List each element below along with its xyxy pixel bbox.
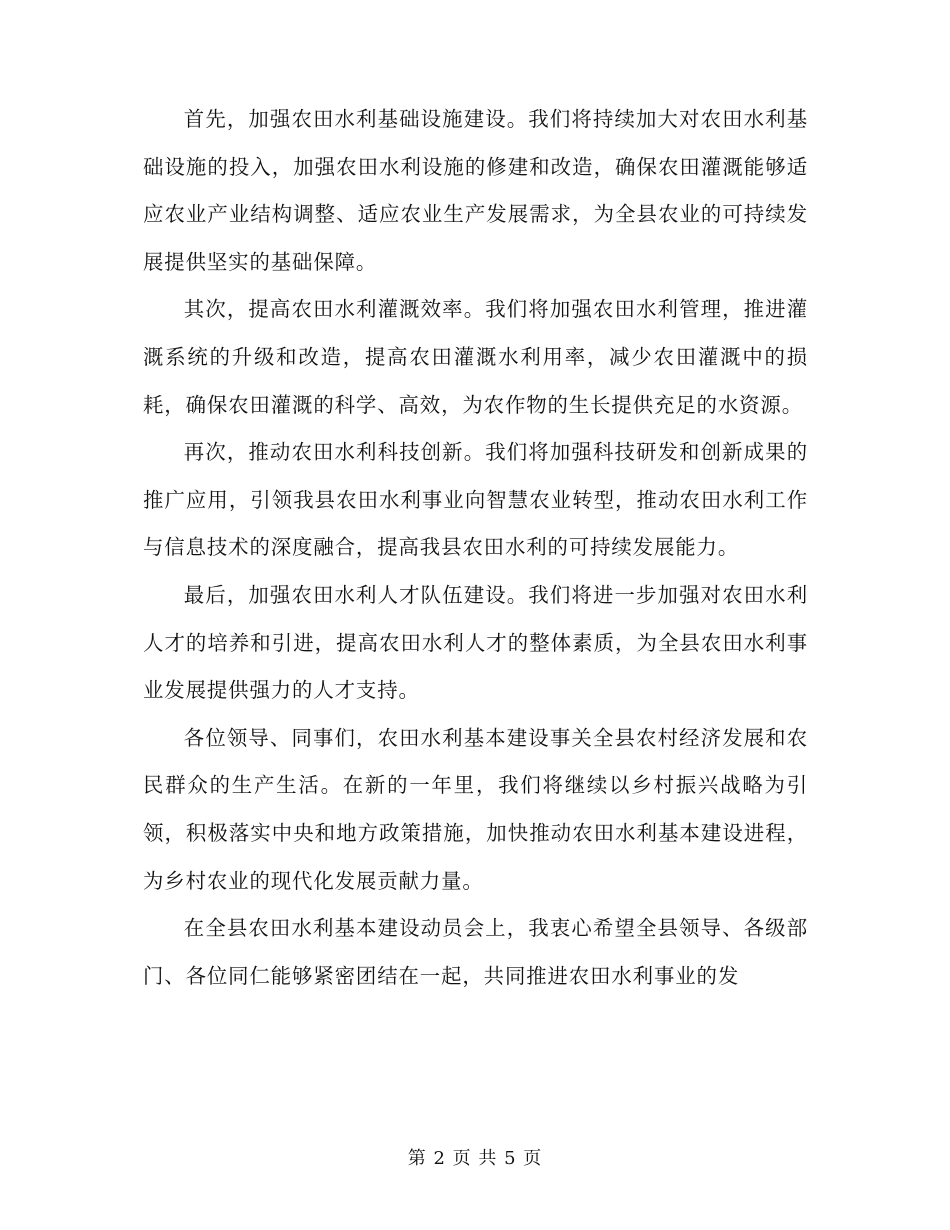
paragraph-address-leaders: 各位领导、同事们，农田水利基本建设事关全县农村经济发展和农民群众的生产生活。在新的一年里，我们将继续以乡村振兴战略为引领，积极落实中央和地方政策措施，加快推动农田水利基本建设进程，为乡村农业的现代化发展贡献力量。 — [143, 725, 808, 893]
paragraph-irrigation-efficiency: 其次，提高农田水利灌溉效率。我们将加强农田水利管理，推进灌溉系统的升级和改造，提高农田灌溉水利用率，减少农田灌溉中的损耗，确保农田灌溉的科学、高效，为农作物的生长提供充足的水资源。 — [143, 297, 808, 417]
paragraph-tech-innovation: 再次，推动农田水利科技创新。我们将加强科技研发和创新成果的推广应用，引领我县农田水利事业向智慧农业转型，推动农田水利工作与信息技术的深度融合，提高我县农田水利的可持续发展能力。 — [143, 440, 808, 560]
document-body — [143, 96, 808, 1000]
page-number-footer: 第 2 页 共 5 页 — [407, 1148, 543, 1169]
paragraph-talent-team: 最后，加强农田水利人才队伍建设。我们将进一步加强对农田水利人才的培养和引进，提高农田水利人才的整体素质，为全县农田水利事业发展提供强力的人才支持。 — [143, 582, 808, 703]
paragraph-infrastructure: 首先，加强农田水利基础设施建设。我们将持续加大对农田水利基础设施的投入，加强农田水利设施的修建和改造，确保农田灌溉能够适应农业产业结构调整、适应农业生产发展需求，为全县农业的可持续发展提供坚实的基础保障。 — [143, 107, 808, 274]
paragraph-closing-hope: 在全县农田水利基本建设动员会上，我衷心希望全县领导、各级部门、各位同仁能够紧密团结在一起，共同推进农田水利事业的发 — [143, 916, 808, 988]
